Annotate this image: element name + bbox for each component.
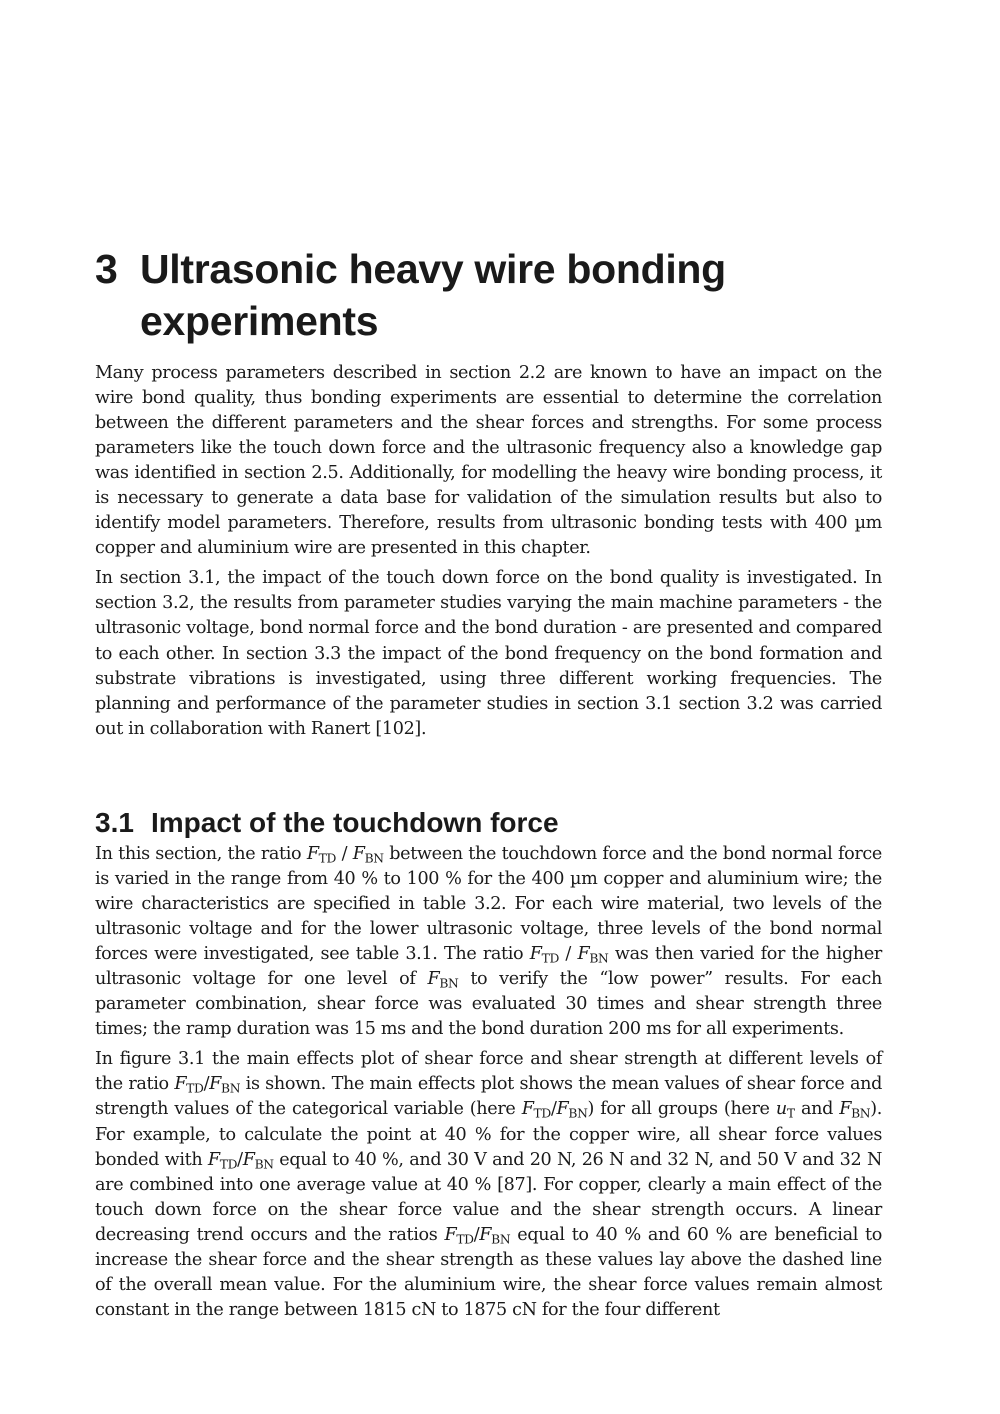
section-heading [95,806,882,840]
math-subscript: BN [491,1232,511,1247]
ratio-ftd [444,1225,473,1245]
ratio-fbn [243,1150,274,1170]
ratio-fbn [479,1225,510,1245]
section-paragraph-1 [95,842,882,1042]
text-run: / [473,1224,480,1245]
ratio-fbn [556,1099,588,1122]
chapter-intro [95,361,882,742]
text-run: / [336,844,353,864]
ratio-fbn [353,844,384,864]
math-symbol: F [352,844,365,864]
math-symbol: F [306,844,319,864]
math-subscript: TD [219,1157,238,1172]
section-body [95,842,882,1323]
math-symbol: F [444,1224,457,1245]
math-symbol: F [479,1224,492,1245]
text-run: equal to 40 %, and 30 V and 20 N, 26 N and 32 N, and 50 V and 32 N are combined into one average value at 40 % [87]. For copper, clearly a main effect of the touch down force on the shear force value and the shear strength occurs. A linear decreasing trend occurs and the ratios [95,1149,883,1245]
section-number: 3.1 [95,807,134,839]
math-subscript: BN [439,976,459,991]
section-paragraph-2 [95,1047,882,1323]
ratio-ftd [521,1099,551,1122]
text-run: between the touchdown force and the bond normal force is varied in the range from 40 % to 100 % for the 400 µm copper and aluminium wire; the wire characteristics are specified in table 3.2. For each wire material, two levels of the ultrasonic voltage and for the lower ultrasonic voltage, three levels of the bond normal forces were investigated, see table 3.1. The ratio [95,844,882,965]
chapter-heading [95,243,882,347]
math-subscript: T [786,1107,795,1122]
math-symbol: F [207,1149,220,1170]
text-run: equal to 40 % and 60 % are beneficial to increase the shear force and the shear strength as these values lay above the dashed line of the overall mean value. For the aluminium wire, the shear force values remain almost constant in the range between 1815 cN to 1875 cN for the four different [95,1224,883,1320]
math-subscript: BN [589,951,609,966]
math-symbol: F [427,969,440,990]
math-subscript: BN [568,1107,588,1122]
text-run: / [558,944,578,965]
math-subscript: TD [541,951,559,966]
math-subscript: TD [186,1082,204,1097]
math-symbol: u [775,1099,787,1120]
math-symbol: F [242,1149,255,1170]
intro-paragraph-2: In section 3.1, the impact of the touch down force on the bond quality is investigated. In section 3.2, the results from parameter studies varying the main machine parameters - the ultrasonic voltage, bond normal force and the bond duration - are presented and compared to each other. In section 3.3 the impact of the bond frequency on the bond formation and substrate vibrations is investigated, using three different working frequencies. The planning and performance of the parameter studies in section 3.1 section 3.2 was carried out in collaboration with Ranert [102]. [95,568,882,739]
math-subscript: BN [254,1157,274,1172]
text-run: was then varied for the higher ultrasonic voltage for one level of [95,944,882,990]
math-symbol: F [577,944,590,965]
symbol-ut [775,1099,795,1122]
math-subscript: BN [364,851,384,866]
math-symbol: F [521,1099,534,1120]
math-symbol: F [174,1074,187,1095]
symbol-fbn [427,969,458,989]
ratio-ftd [530,944,559,964]
text-run: ). For example, to calculate the point at 40 % for the copper wire, all shear force values bonded with [95,1099,882,1170]
math-symbol: F [839,1099,852,1120]
text-run: / [550,1099,557,1120]
ratio-fbn [209,1074,241,1097]
math-subscript: BN [221,1082,241,1097]
intro-paragraph-1: Many process parameters described in section 2.2 are known to have an impact on the wire bond quality, thus bonding experiments are essential to determine the correlation between the different parameters and the shear forces and strengths. For some process parameters like the touch down force and the ultrasonic frequency also a knowledge gap was identified in section 2.5. Additionally, for modelling the heavy wire bonding process, it is necessary to generate a data base for validation of the simulation results but also to identify model parameters. Therefore, results from ultrasonic bonding tests with 400 µm copper and aluminium wire are presented in this chapter. [95,363,882,559]
text-run: / [203,1074,210,1095]
math-subscript: TD [318,851,337,866]
text-run: to verify the “low power” results. For each parameter combination, shear force was evaluated 30 times and shear strength three times; the ramp duration was 15 ms and the bond duration 200 ms for all experiments. [95,969,882,1040]
text-run: In this section, the ratio [95,844,307,864]
text-run: / [237,1149,243,1170]
math-subscript: TD [456,1232,474,1247]
text-run: ) for all groups (here [587,1099,776,1120]
math-subscript: BN [851,1107,871,1122]
ratio-ftd [208,1150,237,1170]
symbol-fbn [839,1099,871,1122]
chapter-title: Ultrasonic heavy wire bonding experiments [140,246,726,345]
ratio-ftd [174,1074,204,1097]
text-run: and [794,1099,840,1120]
math-symbol: F [529,944,542,965]
math-symbol: F [556,1099,569,1120]
text-run: is shown. The main effects plot shows the mean values of shear force and strength values of the categorical variable (here [95,1074,882,1120]
ratio-ftd [307,844,336,864]
text-run: In figure 3.1 the main effects plot of shear force and shear strength at different levels of the ratio [95,1049,882,1095]
math-subscript: TD [533,1107,551,1122]
ratio-fbn [577,944,608,964]
math-symbol: F [209,1074,221,1095]
section-title: Impact of the touchdown force [151,807,559,839]
chapter-number: 3 [95,246,118,293]
